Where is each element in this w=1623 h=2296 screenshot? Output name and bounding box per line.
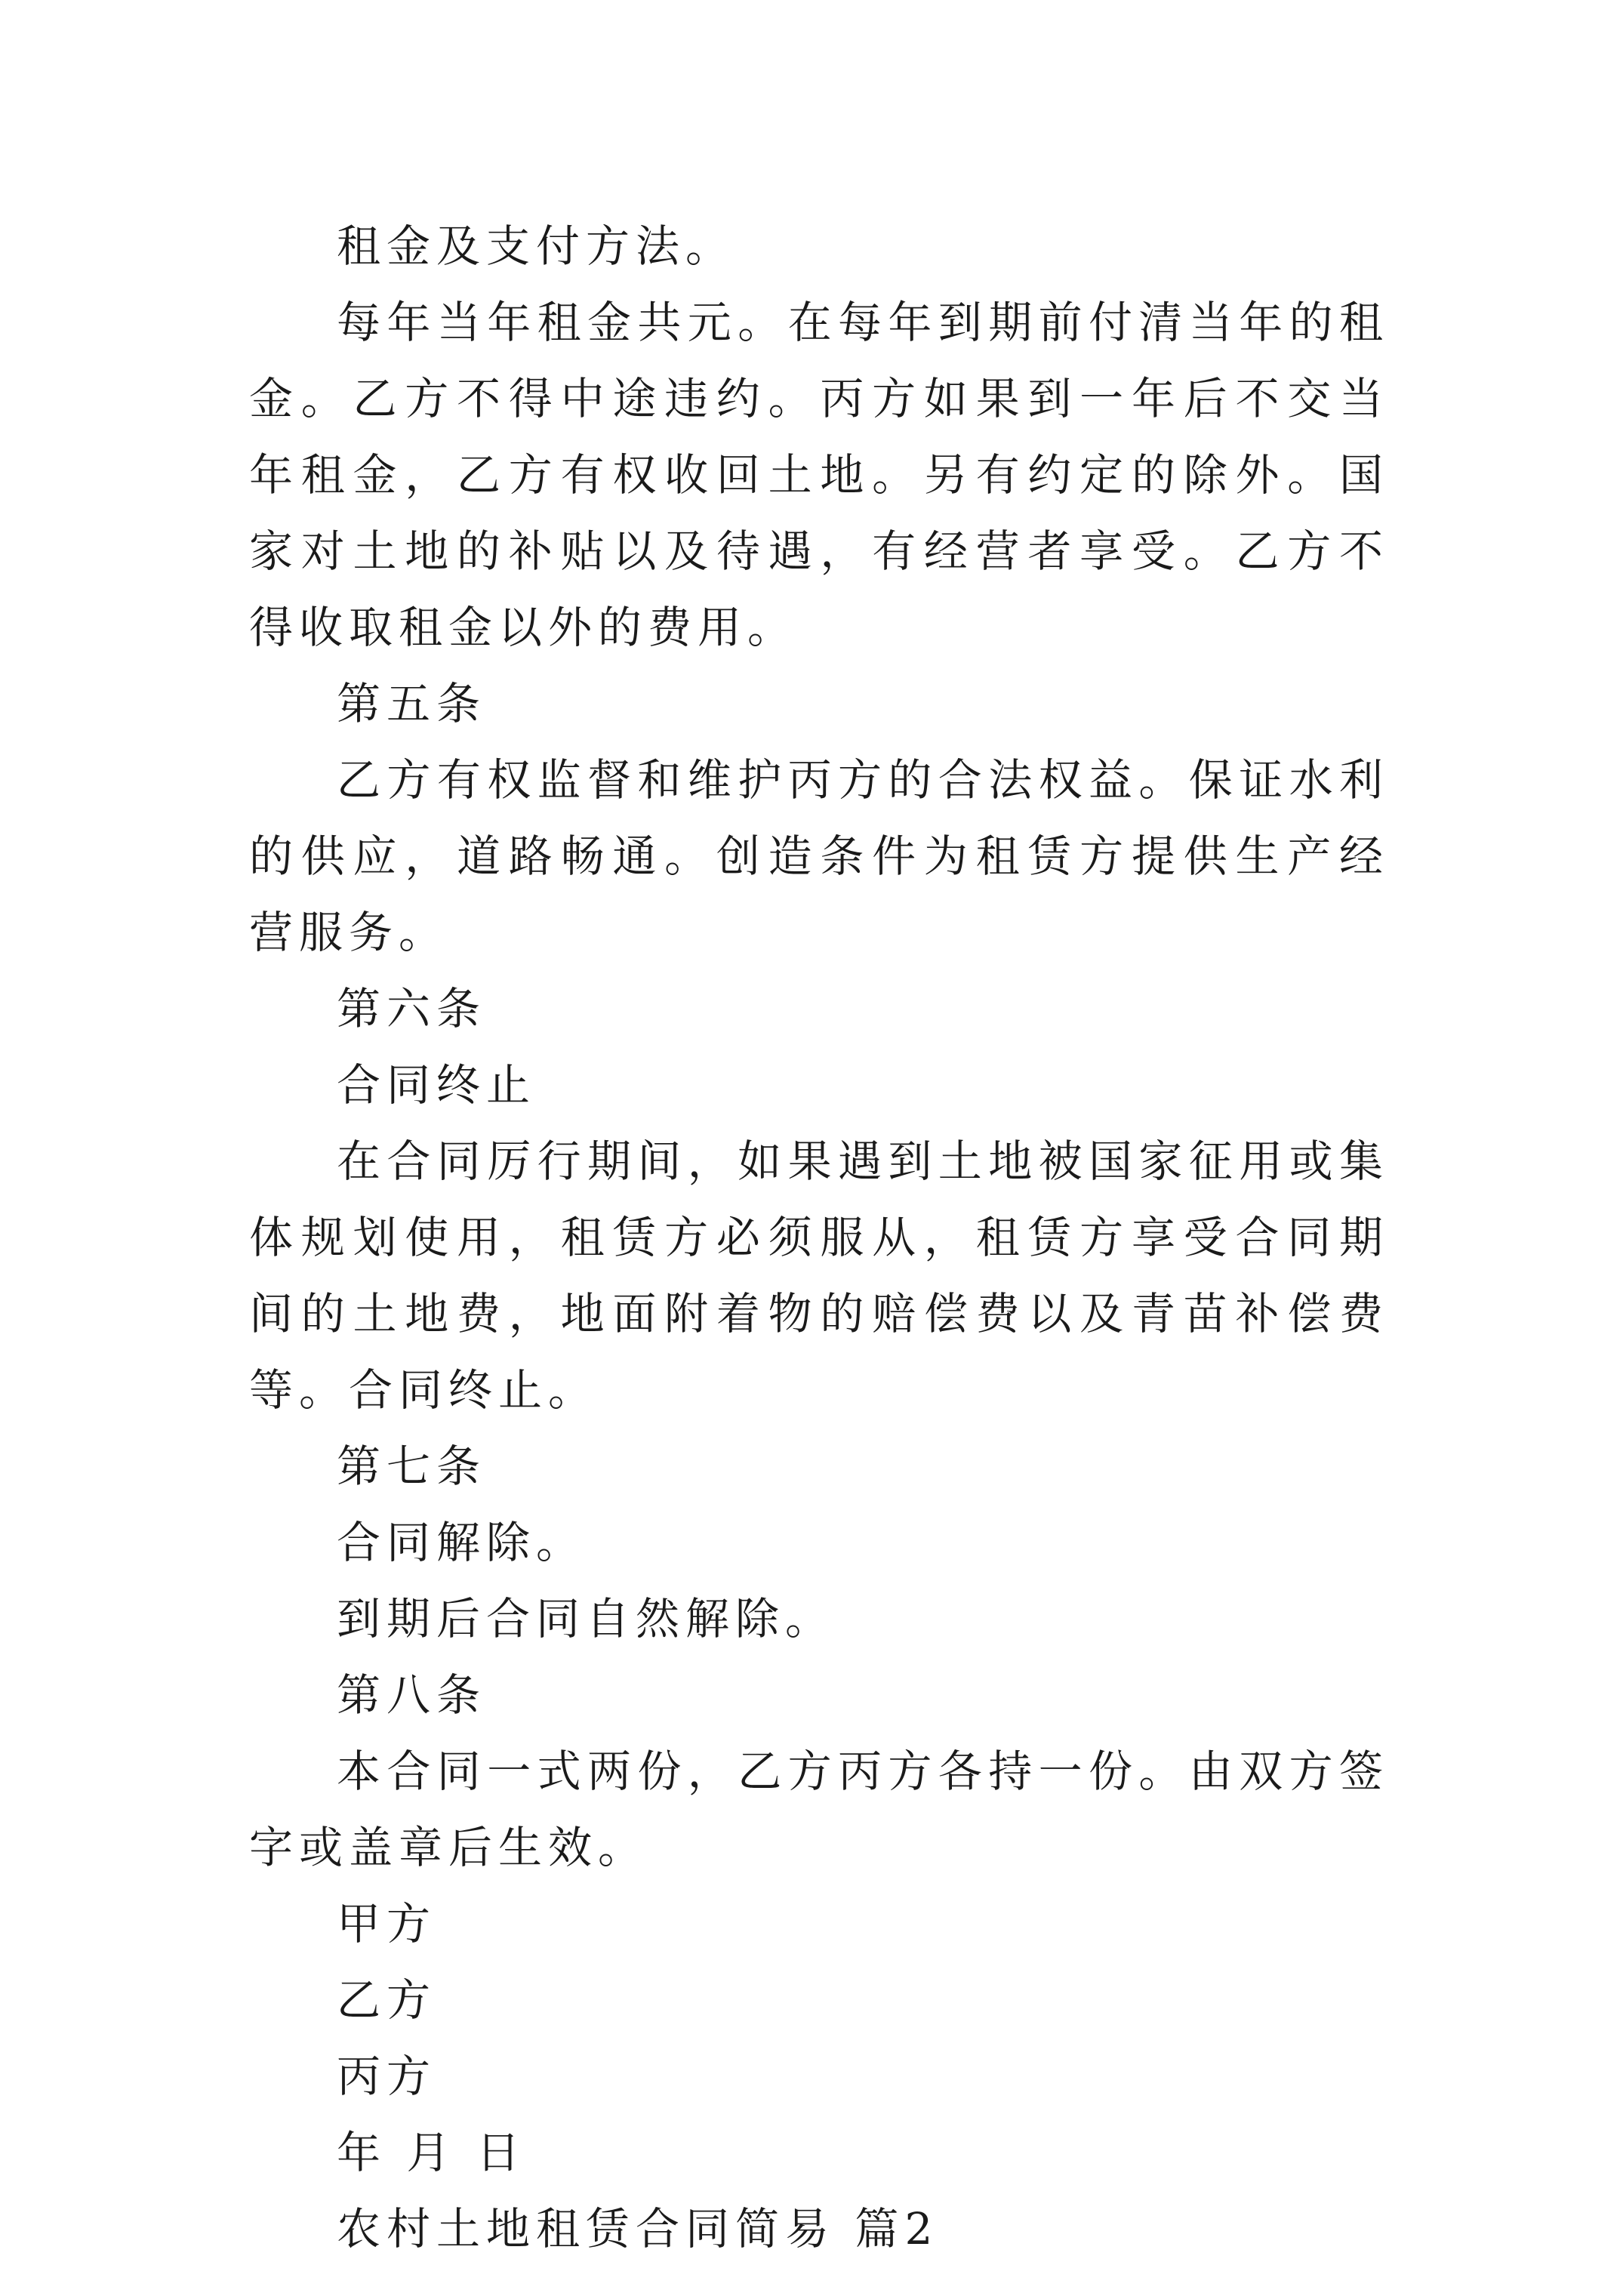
article-7-heading: 第七条 [337,1441,487,1492]
document-body [249,208,1389,2267]
article-5-text: 乙方有权监督和维护丙方的合法权益。保证水利的供应，道路畅通。创造条件为租赁方提供生产经营服务。 [249,754,1389,958]
signature-party-c: 丙方 [337,2051,437,2102]
signature-date: 年 月 日 [337,2127,526,2178]
article-6-text: 在合同厉行期间，如果遇到土地被国家征用或集体规划使用，租赁方必须服从，租赁方享受合同期间的土地费，地面附着物的赔偿费以及青苗补偿费等。合同终止。 [249,1136,1389,1416]
signature-party-a: 甲方 [337,1898,437,1949]
next-section-title: 农村土地租赁合同简易 篇2 [337,2203,939,2254]
article-8-heading: 第八条 [337,1669,487,1721]
article-8-text: 本合同一式两份，乙方丙方各持一份。由双方签字或盖章后生效。 [249,1746,1389,1873]
article-6-subheading: 合同终止 [337,1059,537,1111]
signature-party-b: 乙方 [337,1974,437,2026]
article-7-text: 到期后合同自然解除。 [337,1593,836,1644]
paragraph-payment-heading: 租金及支付方法。 [337,220,736,272]
article-5-heading: 第五条 [337,678,487,729]
article-6-heading: 第六条 [337,983,487,1034]
article-7-subheading: 合同解除。 [337,1517,587,1568]
paragraph-payment-terms: 每年当年租金共元。在每年到期前付清当年的租金。乙方不得中途违约。丙方如果到一年后不交当年租金，乙方有权收回土地。另有约定的除外。国家对土地的补贴以及待遇，有经营者享受。乙方不得收取租金以外的费用。 [249,297,1389,653]
